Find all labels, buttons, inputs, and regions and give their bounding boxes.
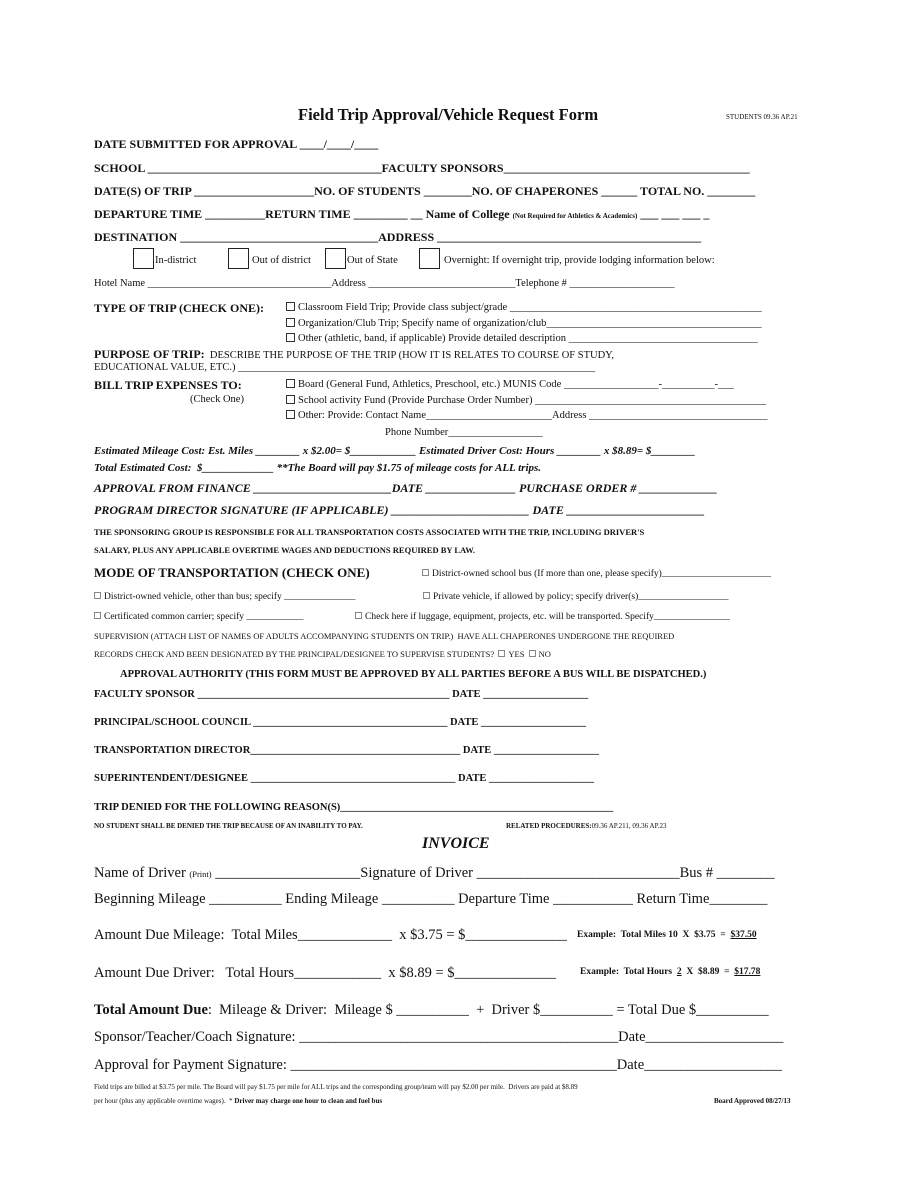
example-mileage-value: $37.50 bbox=[730, 930, 757, 940]
bill-option-activity[interactable] bbox=[286, 395, 766, 407]
activity-fund-checkbox[interactable] bbox=[286, 395, 295, 404]
superintendent-line[interactable]: SUPERINTENDENT/DESIGNEE _______________________________________ DATE ____________________ bbox=[94, 773, 595, 784]
college-field[interactable]: ___ ___ ___ _ bbox=[637, 207, 710, 221]
purpose-label: PURPOSE OF TRIP: bbox=[94, 347, 205, 361]
related-procedures-label: RELATED PROCEDURES: bbox=[506, 822, 592, 830]
footer-note-1: Field trips are billed at $3.75 per mile. The Board will pay $1.75 per mile for ALL trips and the corresponding group/team will pay $2.00 per mile. Drivers are paid at $8.89 bbox=[94, 1083, 578, 1091]
mode-option-luggage[interactable] bbox=[355, 612, 730, 623]
school-line[interactable]: SCHOOL _______________________________________FACULTY SPONSORS_________________________________________ bbox=[94, 161, 750, 175]
example-driver-label: Example: Total Hours bbox=[580, 967, 677, 977]
supervision-line-1: SUPERVISION (ATTACH LIST OF NAMES OF ADULTS ACCOMPANYING STUDENTS ON TRIP.) HAVE ALL CHAPERONES UNDERGONE THE REQUIRED bbox=[94, 631, 675, 641]
mode-option-bus[interactable] bbox=[422, 569, 771, 580]
college-note: (Not Required for Athletics & Academics) bbox=[512, 212, 638, 220]
footer-note-2-text: per hour (plus any applicable overtime wages). * bbox=[94, 1097, 233, 1105]
bill-option-board[interactable] bbox=[286, 379, 734, 391]
total-cost-line[interactable]: Total Estimated Cost: $_____________ **The Board will pay $1.75 of mileage costs for ALL trips. bbox=[94, 462, 542, 474]
transportation-director-line[interactable]: TRANSPORTATION DIRECTOR________________________________________ DATE ____________________ bbox=[94, 745, 599, 756]
bus-label: District-owned school bus (If more than one, please specify)_______________________ bbox=[432, 569, 772, 579]
amount-due-driver-line[interactable]: Amount Due Driver: Total Hours____________ x $8.89 = $______________ bbox=[94, 965, 557, 981]
date-submitted-line[interactable]: DATE SUBMITTED FOR APPROVAL ____/____/____ bbox=[94, 137, 379, 151]
other-bill-checkbox[interactable] bbox=[286, 410, 295, 419]
private-vehicle-label: Private vehicle, if allowed by policy; specify driver(s)___________________ bbox=[433, 592, 729, 602]
phone-number-line[interactable]: Phone Number__________________ bbox=[385, 427, 543, 438]
board-approved: Board Approved 08/27/13 bbox=[714, 1097, 791, 1105]
purpose-text: DESCRIBE THE PURPOSE OF THE TRIP (HOW IT IS RELATES TO COURSE OF STUDY, bbox=[204, 350, 615, 361]
mode-option-private[interactable] bbox=[423, 592, 729, 603]
purpose-line-2[interactable]: EDUCATIONAL VALUE, ETC.) ____________________________________________________________________ bbox=[94, 362, 596, 373]
driver-name-label: Name of Driver bbox=[94, 865, 186, 881]
amount-due-mileage-line[interactable]: Amount Due Mileage: Total Miles_____________ x $3.75 = $______________ bbox=[94, 927, 567, 943]
out-of-state-checkbox[interactable] bbox=[325, 248, 346, 269]
luggage-checkbox[interactable] bbox=[355, 612, 362, 619]
type-option-organization[interactable] bbox=[286, 318, 762, 330]
board-label: Board (General Fund, Athletics, Preschool, etc.) MUNIS Code __________________-__________-___ bbox=[298, 379, 734, 390]
classroom-label: Classroom Field Trip; Provide class subject/grade ________________________________________________ bbox=[298, 302, 762, 313]
sponsor-note-1: THE SPONSORING GROUP IS RESPONSIBLE FOR ALL TRANSPORTATION COSTS ASSOCIATED WITH THE TRIP, INCLUDING DRIVER'S bbox=[94, 527, 645, 537]
activity-fund-label: School activity Fund (Provide Purchase Order Number) ____________________________________________ bbox=[298, 395, 767, 406]
driver-name-line[interactable] bbox=[94, 866, 775, 881]
faculty-sponsor-line[interactable]: FACULTY SPONSOR ________________________________________________ DATE ____________________ bbox=[94, 689, 589, 700]
yes-label: YES bbox=[508, 649, 525, 659]
departure-return-text: DEPARTURE TIME __________RETURN TIME _________ __ bbox=[94, 207, 423, 221]
bill-option-other[interactable] bbox=[286, 410, 768, 422]
supervision-question: RECORDS CHECK AND BEEN DESIGNATED BY THE PRINCIPAL/DESIGNEE TO SUPERVISE STUDENTS? bbox=[94, 649, 495, 659]
footer-note-2 bbox=[94, 1098, 382, 1105]
principal-line[interactable]: PRINCIPAL/SCHOOL COUNCIL _____________________________________ DATE ____________________ bbox=[94, 717, 586, 728]
type-of-trip-label: TYPE OF TRIP (CHECK ONE): bbox=[94, 301, 265, 315]
mode-option-carrier[interactable] bbox=[94, 612, 303, 623]
form-title: Field Trip Approval/Vehicle Request Form bbox=[298, 105, 599, 124]
other-type-label: Other (athletic, band, if applicable) Provide detailed description ____________________________________ bbox=[298, 333, 758, 344]
college-label: Name of College bbox=[425, 207, 510, 221]
example-mileage-label: Example: Total Miles 10 X $3.75 = bbox=[577, 930, 731, 940]
example-driver bbox=[580, 968, 760, 978]
bus-checkbox[interactable] bbox=[422, 569, 429, 576]
example-driver-value: $17.78 bbox=[734, 967, 761, 977]
print-note: (Print) bbox=[189, 869, 212, 879]
related-procedures bbox=[506, 823, 666, 830]
yes-checkbox[interactable] bbox=[498, 650, 505, 657]
other-type-checkbox[interactable] bbox=[286, 333, 295, 342]
board-checkbox[interactable] bbox=[286, 379, 295, 388]
example-mileage bbox=[577, 931, 757, 941]
director-signature-line[interactable]: PROGRAM DIRECTOR SIGNATURE (IF APPLICABLE) _______________________ DATE _______________________ bbox=[94, 503, 705, 517]
overnight-label: Overnight: If overnight trip, provide lodging information below: bbox=[444, 255, 715, 266]
related-procedures-value: 09.36 AP.211, 09.36 AP.23 bbox=[591, 822, 667, 830]
total-amount-due-line[interactable] bbox=[94, 1003, 769, 1018]
mode-label: MODE OF TRANSPORTATION (CHECK ONE) bbox=[94, 565, 370, 580]
trip-denied-line[interactable]: TRIP DENIED FOR THE FOLLOWING REASON(S)____________________________________________________ bbox=[94, 802, 614, 813]
footer-driver-note: Driver may charge one hour to clean and fuel bus bbox=[234, 1097, 383, 1105]
bill-trip-label: BILL TRIP EXPENSES TO: bbox=[94, 378, 242, 392]
driver-signature-bus[interactable]: ____________________Signature of Driver ____________________________Bus # ________ bbox=[211, 865, 775, 881]
purpose-line bbox=[94, 348, 614, 362]
hotel-line[interactable]: Hotel Name ___________________________________Address ____________________________Telephone # ____________________ bbox=[94, 278, 675, 289]
check-one-label: (Check One) bbox=[190, 394, 244, 405]
luggage-label: Check here if luggage, equipment, projects, etc. will be transported. Specify________________ bbox=[365, 612, 730, 622]
organization-checkbox[interactable] bbox=[286, 318, 295, 327]
mileage-cost-line[interactable]: Estimated Mileage Cost: Est. Miles ________ x $2.00= $____________ Estimated Driver Cost: Hours ________ x $8.89= $________ bbox=[94, 445, 696, 457]
example-driver-rate: X $8.89 = bbox=[681, 967, 735, 977]
no-label: NO bbox=[538, 649, 551, 659]
example-driver-hours: 2 bbox=[676, 967, 682, 977]
approval-authority-heading: APPROVAL AUTHORITY (THIS FORM MUST BE APPROVED BY ALL PARTIES BEFORE A BUS WILL BE DISPATCHED.) bbox=[120, 669, 707, 680]
type-option-other[interactable] bbox=[286, 333, 758, 345]
overnight-checkbox[interactable] bbox=[419, 248, 440, 269]
sponsor-signature-line[interactable]: Sponsor/Teacher/Coach Signature: ____________________________________________Date___________________ bbox=[94, 1029, 784, 1045]
organization-label: Organization/Club Trip; Specify name of organization/club_________________________________________ bbox=[298, 318, 762, 329]
in-district-checkbox[interactable] bbox=[133, 248, 154, 269]
carrier-label: Certificated common carrier; specify ____________ bbox=[104, 612, 304, 622]
approval-payment-line[interactable]: Approval for Payment Signature: _____________________________________________Date___________________ bbox=[94, 1057, 782, 1073]
other-bill-label: Other: Provide: Contact Name________________________Address __________________________________ bbox=[298, 410, 768, 421]
district-vehicle-checkbox[interactable] bbox=[94, 592, 101, 599]
mileage-times-line[interactable]: Beginning Mileage __________ Ending Mileage __________ Departure Time ___________ Return Time________ bbox=[94, 891, 768, 907]
dates-of-trip-line[interactable]: DATE(S) OF TRIP ____________________NO. OF STUDENTS ________NO. OF CHAPERONES ______ TOTAL NO. ________ bbox=[94, 184, 756, 198]
private-vehicle-checkbox[interactable] bbox=[423, 592, 430, 599]
carrier-checkbox[interactable] bbox=[94, 612, 101, 619]
district-vehicle-label: District-owned vehicle, other than bus; specify _______________ bbox=[104, 592, 356, 602]
total-amount-due-label: Total Amount Due bbox=[94, 1002, 208, 1018]
invoice-title: INVOICE bbox=[422, 835, 490, 852]
out-of-district-label: Out of district bbox=[252, 255, 311, 266]
mode-option-vehicle[interactable] bbox=[94, 592, 355, 603]
classroom-checkbox[interactable] bbox=[286, 302, 295, 311]
supervision-line-2 bbox=[94, 650, 551, 659]
approval-finance-line[interactable]: APPROVAL FROM FINANCE _______________________DATE _______________ PURCHASE ORDER # _____________ bbox=[94, 481, 718, 495]
in-district-label: In-district bbox=[155, 255, 197, 266]
no-checkbox[interactable] bbox=[529, 650, 536, 657]
destination-line[interactable]: DESTINATION _________________________________ADDRESS ____________________________________________ bbox=[94, 230, 702, 244]
out-of-district-checkbox[interactable] bbox=[228, 248, 249, 269]
out-of-state-label: Out of State bbox=[347, 255, 398, 266]
total-amount-due-fields[interactable]: : Mileage & Driver: Mileage $ __________ + Driver $__________ = Total Due $__________ bbox=[207, 1002, 769, 1018]
sponsor-note-2: SALARY, PLUS ANY APPLICABLE OVERTIME WAGES AND DEDUCTIONS REQUIRED BY LAW. bbox=[94, 545, 476, 555]
type-option-classroom[interactable] bbox=[286, 302, 762, 314]
form-code: STUDENTS 09.36 AP.21 bbox=[726, 113, 798, 121]
departure-time-line[interactable] bbox=[94, 208, 709, 220]
no-student-denied-note: NO STUDENT SHALL BE DENIED THE TRIP BECAUSE OF AN INABILITY TO PAY. bbox=[94, 822, 363, 830]
